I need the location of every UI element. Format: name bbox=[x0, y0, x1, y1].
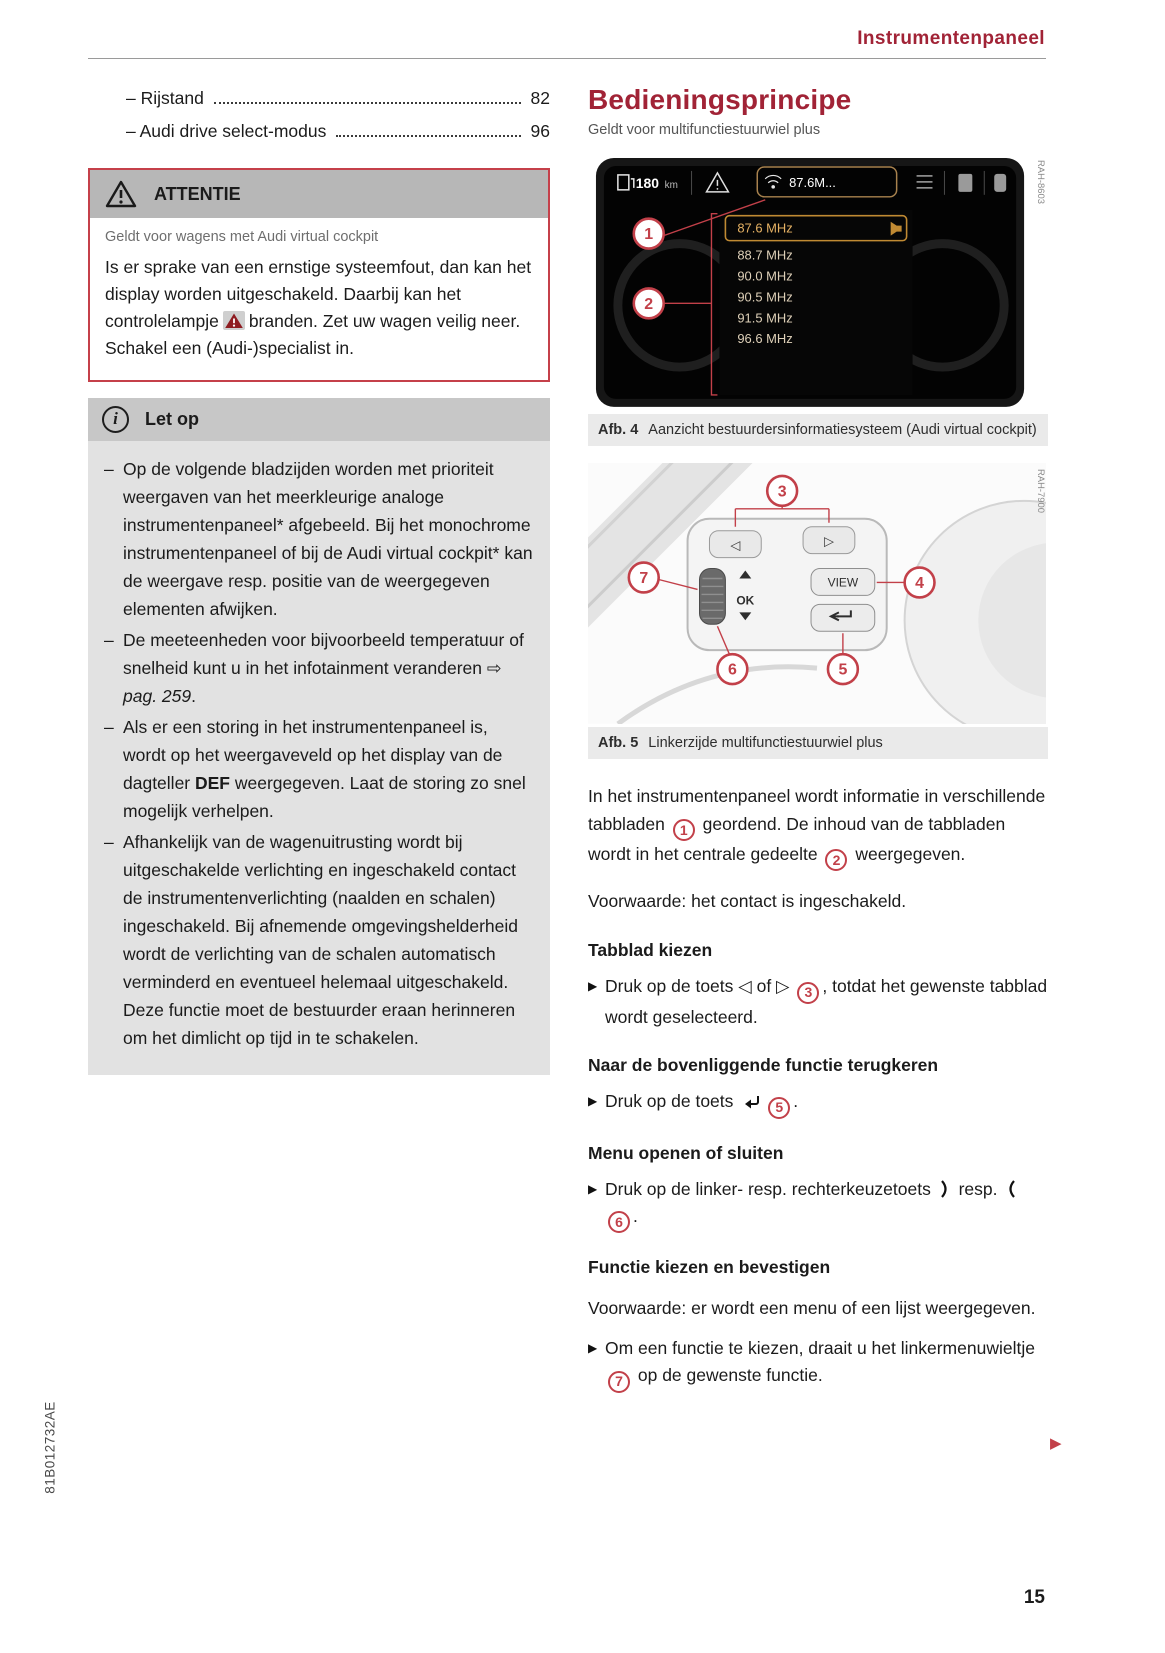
condition-text: Voorwaarde: er wordt een menu of een lijst weergegeven. bbox=[588, 1298, 1036, 1319]
attention-title: ATTENTIE bbox=[154, 183, 241, 204]
steering-wheel-illustration bbox=[588, 463, 1046, 724]
figure-caption-text: Linkerzijde multifunctiestuurwiel plus bbox=[648, 735, 883, 752]
figure-callout-3 bbox=[767, 476, 797, 506]
note-title: Let op bbox=[145, 408, 199, 429]
figure-4-caption bbox=[588, 414, 1048, 446]
station-list bbox=[719, 210, 912, 395]
dash-marker: – bbox=[104, 629, 114, 650]
callout-ref-5: 5 bbox=[768, 1097, 790, 1119]
attention-text-after: branden. Zet uw wagen veilig neer. Schakel een (Audi-)specialist in. bbox=[105, 311, 521, 359]
view-button bbox=[811, 569, 875, 596]
figure-callout-1 bbox=[634, 219, 664, 249]
right-column bbox=[588, 84, 1048, 1393]
heading-functie-kiezen: Functie kiezen en bevestigen bbox=[588, 1257, 831, 1278]
note-item-text: Op de volgende bladzijden worden met prioriteit weergaven van het meerkleurige analoge instrumentenpaneel* afgebeeld. Bij het monochrome instrumentenpaneel of bij de Audi virtual cockpit* kan de weergave resp. positie van de weergegeven elementen afwijken. bbox=[123, 458, 533, 619]
svg-text:91.5 MHz: 91.5 MHz bbox=[737, 310, 793, 326]
instruction-text: Druk op de linker- resp. rechterkeuzetoets resp. 6 . bbox=[605, 1176, 1048, 1234]
header-rule bbox=[88, 58, 1046, 59]
note-item-text: De meeteenheden voor bijvoorbeeld temperatuur of snelheid kunt u in het infotainment veranderen ⇨ pag. 259. bbox=[123, 629, 524, 706]
svg-text:90.0 MHz: 90.0 MHz bbox=[737, 268, 793, 284]
callout-ref-1: 1 bbox=[673, 819, 695, 841]
note-item bbox=[104, 713, 534, 825]
virtual-cockpit-illustration bbox=[588, 154, 1046, 411]
callout-ref-3: 3 bbox=[797, 982, 819, 1004]
bullet-marker-icon: ▶ bbox=[588, 1093, 598, 1108]
phone-icon bbox=[994, 174, 1006, 192]
callout-ref-2: 2 bbox=[825, 849, 847, 871]
note-item bbox=[104, 626, 534, 710]
attention-box bbox=[88, 168, 550, 382]
left-select-key-icon bbox=[1006, 1179, 1016, 1199]
toc-entry-label: – Rijstand bbox=[126, 88, 204, 108]
note-item bbox=[104, 455, 534, 623]
svg-text:87.6M...: 87.6M... bbox=[789, 174, 836, 190]
bullet-marker-icon: ▶ bbox=[588, 1181, 598, 1196]
attention-applies-to: Geldt voor wagens met Audi virtual cockpit bbox=[105, 229, 379, 245]
figure-callout-7 bbox=[629, 563, 659, 593]
heading-terugkeren: Naar de bovenliggende functie terugkeren bbox=[588, 1054, 939, 1075]
svg-text:2: 2 bbox=[644, 295, 654, 313]
callout-ref-6: 6 bbox=[608, 1211, 630, 1233]
instruction-bullet bbox=[588, 973, 1048, 1031]
figure-5 bbox=[588, 463, 1048, 759]
svg-text:◁: ◁ bbox=[730, 537, 741, 553]
toc-entry-label: – Audi drive select-modus bbox=[126, 121, 327, 141]
attention-body bbox=[90, 218, 548, 380]
intro-paragraph: In het instrumentenpaneel wordt informatie in verschillende tabbladen 1 geordend. De inhoud van de tabbladen wordt in het centrale gedeelte 2 weergegeven. bbox=[588, 783, 1048, 871]
toc-entry-page: 82 bbox=[530, 88, 550, 108]
figure-4 bbox=[588, 154, 1048, 446]
figure-callout-4 bbox=[905, 568, 935, 598]
svg-text:6: 6 bbox=[727, 661, 737, 679]
note-body bbox=[88, 441, 550, 1075]
svg-text:5: 5 bbox=[838, 661, 848, 679]
back-arrow-icon bbox=[742, 1094, 761, 1109]
def-indicator: DEF bbox=[195, 772, 230, 793]
section-title: Bedieningsprincipe bbox=[588, 84, 852, 115]
page-header-title: Instrumentenpaneel bbox=[857, 28, 1045, 49]
dash-marker: – bbox=[104, 458, 114, 479]
media-icon bbox=[958, 174, 972, 192]
instruction-bullet bbox=[588, 1335, 1048, 1393]
back-button bbox=[811, 605, 875, 632]
bullet-marker-icon: ▶ bbox=[588, 978, 598, 993]
svg-text:96.6 MHz: 96.6 MHz bbox=[737, 331, 793, 347]
svg-text:km: km bbox=[664, 179, 678, 191]
note-item-text: Afhankelijk van de wagenuitrusting wordt bij uitgeschakelde verlichting en ingeschakeld contact de instrumentenverlichting (naalden en schalen) ingeschakeld. Bij afnemende omgevingshelderheid wordt de verlichting van de schalen automatisch verminderd en eventueel helemaal uitgeschakeld. Deze functie moet de bestuurder eraan herinneren om het dimlicht op tijd in te schakelen. bbox=[123, 831, 518, 1048]
figure-ref-code: RAH-8603 bbox=[1035, 159, 1046, 205]
bullet-marker-icon: ▶ bbox=[588, 1341, 598, 1356]
svg-text:3: 3 bbox=[777, 483, 787, 501]
instruction-text: Druk op de toets 5 . bbox=[605, 1088, 798, 1119]
svg-text:VIEW: VIEW bbox=[827, 575, 859, 590]
figure-caption-label: Afb. 5 bbox=[598, 735, 639, 752]
dash-marker: – bbox=[104, 716, 114, 737]
callout-ref-7: 7 bbox=[608, 1371, 630, 1393]
svg-text:7: 7 bbox=[639, 570, 649, 588]
dotted-leader bbox=[214, 102, 521, 104]
left-column bbox=[88, 88, 550, 1075]
instruction-bullet bbox=[588, 1176, 1048, 1234]
dash-marker: – bbox=[104, 831, 114, 852]
button-cluster bbox=[688, 519, 887, 650]
instruction-bullet bbox=[588, 1088, 1048, 1119]
menu-thumbwheel bbox=[700, 569, 726, 625]
svg-text:▷: ▷ bbox=[823, 533, 834, 549]
table-of-contents bbox=[88, 88, 550, 142]
warning-triangle-icon bbox=[104, 179, 138, 209]
spine-code: 81B012732AE bbox=[42, 1401, 58, 1494]
svg-text:180: 180 bbox=[635, 174, 660, 191]
dotted-leader bbox=[336, 135, 520, 137]
heading-menu: Menu openen of sluiten bbox=[588, 1142, 784, 1163]
toc-entry bbox=[126, 121, 550, 142]
instruction-text: Druk op de toets ◁ of ▷ 3 , totdat het gewenste tabblad wordt geselecteerd. bbox=[605, 975, 1048, 1027]
figure-5-caption bbox=[588, 727, 1048, 759]
section-subtitle: Geldt voor multifunctiestuurwiel plus bbox=[588, 122, 821, 138]
right-select-key-icon bbox=[940, 1179, 950, 1199]
note-item bbox=[104, 828, 534, 1052]
figure-caption-label: Afb. 4 bbox=[598, 421, 639, 438]
instruction-text: Om een functie te kiezen, draait u het linkermenuwieltje 7 op de gewenste functie. bbox=[605, 1335, 1048, 1393]
svg-text:88.7 MHz: 88.7 MHz bbox=[737, 247, 793, 263]
toc-entry-page: 96 bbox=[530, 121, 550, 141]
warning-lamp-icon bbox=[223, 311, 245, 330]
svg-text:1: 1 bbox=[644, 226, 654, 244]
svg-text:87.6 MHz: 87.6 MHz bbox=[737, 220, 793, 236]
heading-tabblad-kiezen: Tabblad kiezen bbox=[588, 939, 713, 960]
note-item-text: Als er een storing in het instrumentenpaneel is, wordt op het weergaveveld op het display van de dagteller DEF weergegeven. Laat de storing zo snel mogelijk verhelpen. bbox=[123, 716, 526, 821]
page-number: 15 bbox=[1023, 1587, 1045, 1608]
svg-text:OK: OK bbox=[736, 593, 755, 608]
figure-caption-text: Aanzicht bestuurdersinformatiesysteem (Audi virtual cockpit) bbox=[648, 421, 1037, 438]
figure-ref-code: RAH-7900 bbox=[1035, 469, 1046, 514]
attention-text bbox=[105, 254, 533, 363]
figure-callout-5 bbox=[828, 654, 858, 684]
note-box bbox=[88, 398, 550, 1075]
condition-text: Voorwaarde: het contact is ingeschakeld. bbox=[588, 891, 907, 912]
figure-callout-6 bbox=[717, 654, 747, 684]
attention-header bbox=[90, 170, 548, 218]
info-icon: i bbox=[102, 406, 129, 433]
attention-text-before: Is er sprake van een ernstige systeemfout, dan kan het display worden uitgeschakeld. Daarbij kan het controlelampje bbox=[105, 257, 532, 332]
toc-entry bbox=[126, 88, 550, 109]
page-reference: pag. 259 bbox=[123, 685, 192, 706]
svg-text:90.5 MHz: 90.5 MHz bbox=[737, 289, 793, 305]
note-header bbox=[88, 398, 550, 441]
continuation-arrow-icon: ▶ bbox=[1050, 1435, 1062, 1452]
svg-text:4: 4 bbox=[915, 575, 924, 593]
figure-callout-2 bbox=[634, 288, 664, 318]
